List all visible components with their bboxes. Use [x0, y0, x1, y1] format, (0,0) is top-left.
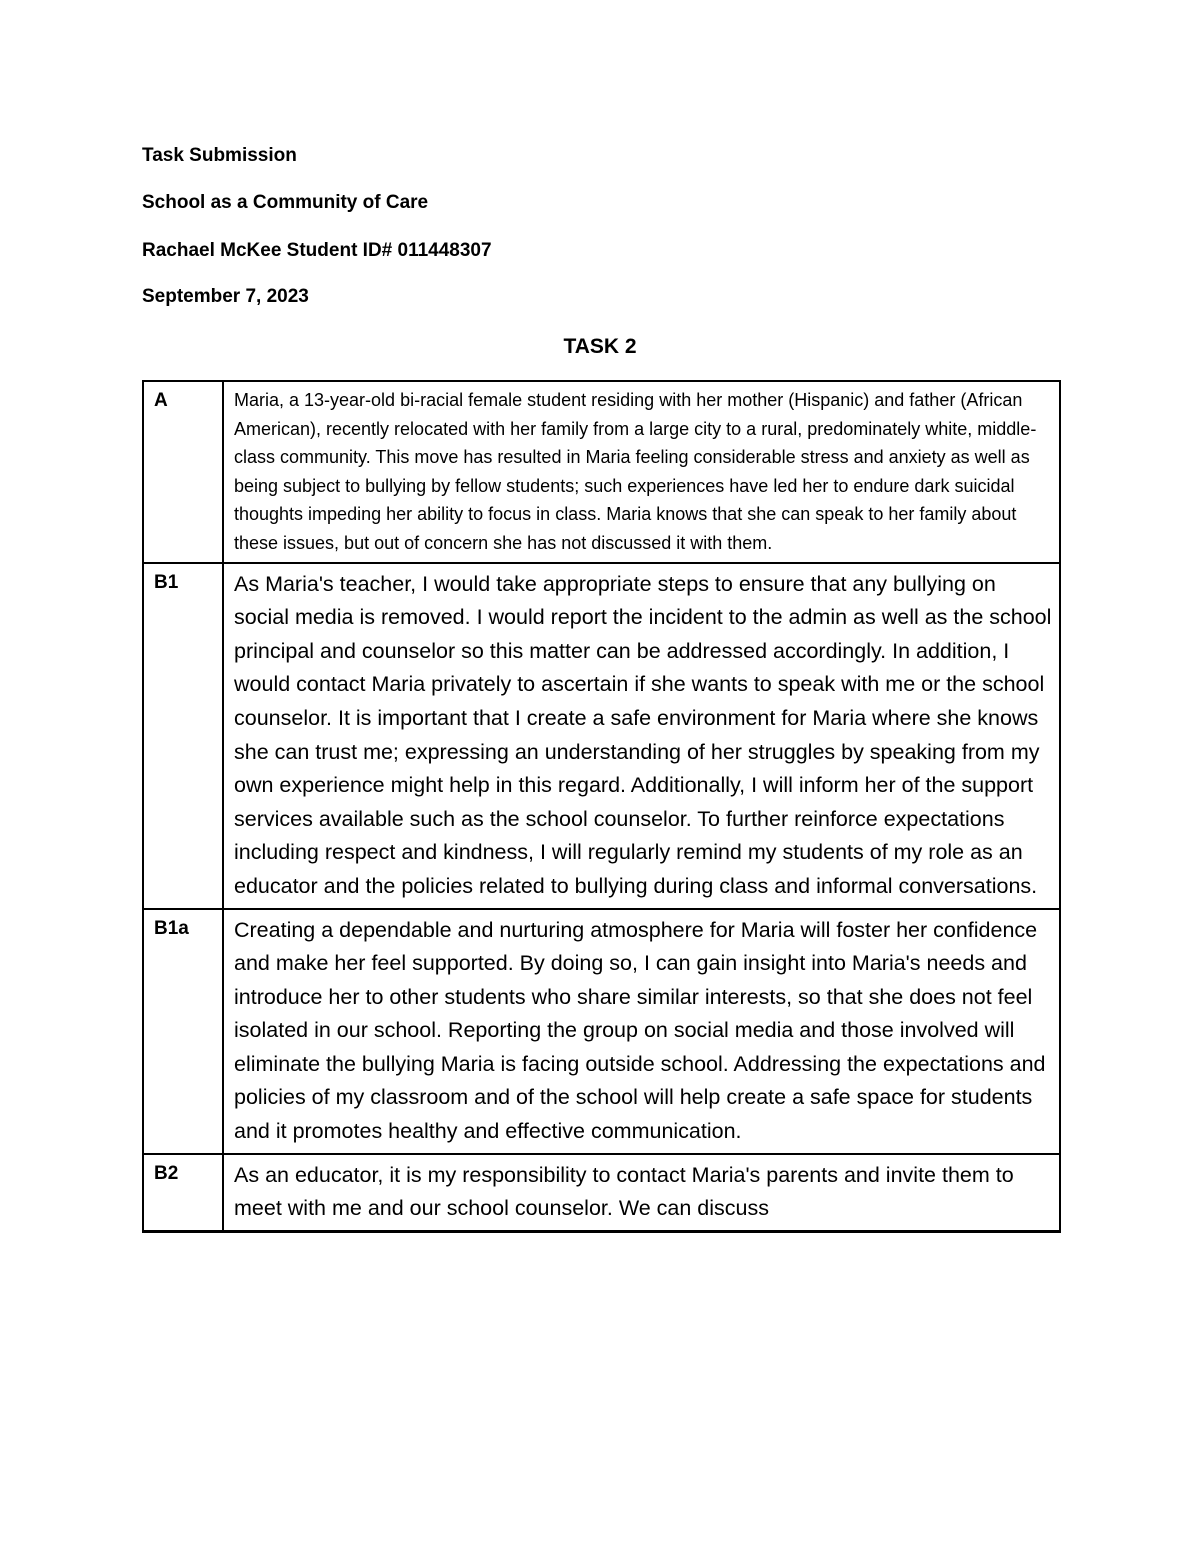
row-label: A: [143, 381, 223, 563]
row-text: Creating a dependable and nurturing atmosphere for Maria will foster her confidence and make her feel supported. By doing so, I can gain insight into Maria's needs and introduce her to other students who share similar interests, so that she does not feel isolated in our school. Reporting the group on social media and those involved will eliminate the bullying Maria is facing outside school. Addressing the expectations and policies of my classroom and of the school will help create a safe space for students and it promotes healthy and effective communication.: [223, 909, 1060, 1154]
row-text: As an educator, it is my responsibility to contact Maria's parents and invite them to meet with me and our school counselor. We can discuss: [223, 1154, 1060, 1232]
row-text: Maria, a 13-year-old bi-racial female student residing with her mother (Hispanic) and father (African American), recently relocated with her family from a large city to a rural, predominately white, middle-class community. This move has resulted in Maria feeling considerable stress and anxiety as well as being subject to bullying by fellow students; such experiences have led her to endure dark suicidal thoughts impeding her ability to focus in class. Maria knows that she can speak to her family about these issues, but out of concern she has not discussed it with them.: [223, 381, 1060, 563]
task-table: [142, 380, 1061, 1233]
table-row-b2: [143, 1154, 1060, 1232]
table-row-a: [143, 381, 1060, 563]
row-label: B2: [143, 1154, 223, 1232]
header-date: September 7, 2023: [142, 286, 309, 307]
table-row-b1: [143, 563, 1060, 909]
task-title: TASK 2: [563, 335, 637, 358]
table-row-b1a: [143, 909, 1060, 1154]
row-text: As Maria's teacher, I would take appropriate steps to ensure that any bullying on social media is removed. I would report the incident to the admin as well as the school principal and counselor so this matter can be addressed accordingly. In addition, I would contact Maria privately to ascertain if she wants to speak with me or the school counselor. It is important that I create a safe environment for Maria where she knows she can trust me; expressing an understanding of her struggles by speaking from my own experience might help in this regard. Additionally, I will inform her of the support services available such as the school counselor. To further reinforce expectations including respect and kindness, I will regularly remind my students of my role as an educator and the policies related to bullying during class and informal conversations.: [223, 563, 1060, 909]
header-course: School as a Community of Care: [142, 192, 429, 213]
header-student: Rachael McKee Student ID# 011448307: [142, 240, 492, 261]
header-title: Task Submission: [142, 145, 297, 166]
row-label: B1a: [143, 909, 223, 1154]
row-label: B1: [143, 563, 223, 909]
